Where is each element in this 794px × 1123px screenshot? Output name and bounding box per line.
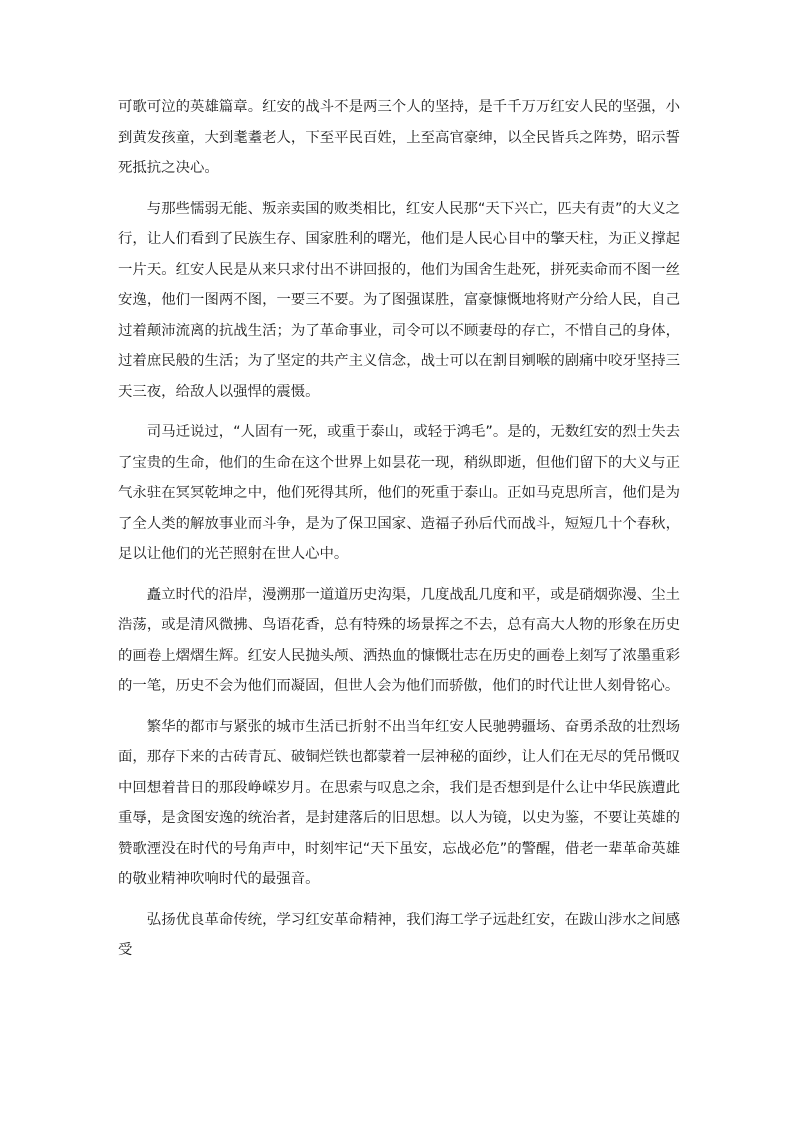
paragraph-5: 繁华的都市与紧张的城市生活已折射不出当年红安人民驰骋疆场、奋勇杀敌的壮烈场面，那存下来的古砖青瓦、破铜烂铁也都蒙着一层神秘的面纱，让人们在无尽的凭吊慨叹中回想着昔日的那段峥嵘岁月。在思索与叹息之余，我们是否想到是什么让中华民族遭此重辱，是贪图安逸的统治者，是封建落后的旧思想。以人为镜，以史为鉴，不要让英雄的赞歌湮没在时代的号角声中，时刻牢记“天下虽安，忘战必危”的警醒，借老一辈革命英雄的敬业精神吹响时代的最强音。 [118,718,680,887]
document-body [118,92,680,976]
paragraph-4: 矗立时代的沿岸，漫溯那一道道历史沟渠，几度战乱几度和平，或是硝烟弥漫、尘土浩荡，或是清风微拂、鸟语花香，总有特殊的场景挥之不去，总有高大人物的形象在历史的画卷上熠熠生辉。红安人民抛头颅、洒热血的慷慨壮志在历史的画卷上刻写了浓墨重彩的一笔，历史不会为他们而凝固，但世人会为他们而骄傲，他们的时代让世人刻骨铭心。 [118,586,680,694]
paragraph-2: 与那些懦弱无能、叛亲卖国的败类相比，红安人民那“天下兴亡，匹夫有责”的大义之行，让人们看到了民族生存、国家胜利的曙光，他们是人民心目中的擎天柱，为正义撑起一片天。红安人民是从来只求付出不讲回报的，他们为国舍生赴死，拼死卖命而不图一丝安逸，他们一图两不图，一要三不要。为了图强谋胜，富豪慷慨地将财产分给人民，自己过着颠沛流离的抗战生活；为了革命事业，司令可以不顾妻母的存亡，不惜自己的身体，过着庶民般的生活；为了坚定的共产主义信念，战士可以在割目剜喉的剧痛中咬牙坚持三天三夜，给敌人以强悍的震慑。 [118,200,680,400]
paragraph-6: 弘扬优良革命传统，学习红安革命精神，我们海工学子远赴红安，在跋山涉水之间感受 [118,911,680,958]
paragraph-1: 可歌可泣的英雄篇章。红安的战斗不是两三个人的坚持，是千千万万红安人民的坚强，小到黄发孩童，大到耄耋老人，下至平民百姓，上至高官豪绅，以全民皆兵之阵势，昭示誓死抵抗之决心。 [118,99,680,176]
paragraph-3: 司马迁说过，“人固有一死，或重于泰山，或轻于鸿毛”。是的，无数红安的烈士失去了宝贵的生命，他们的生命在这个世界上如昙花一现，稍纵即逝，但他们留下的大义与正气永驻在冥冥乾坤之中，他们死得其所，他们的死重于泰山。正如马克思所言，他们是为了全人类的解放事业而斗争，是为了保卫国家、造福子孙后代而战斗，短短几十个春秋，足以让他们的光芒照射在世人心中。 [118,424,680,562]
